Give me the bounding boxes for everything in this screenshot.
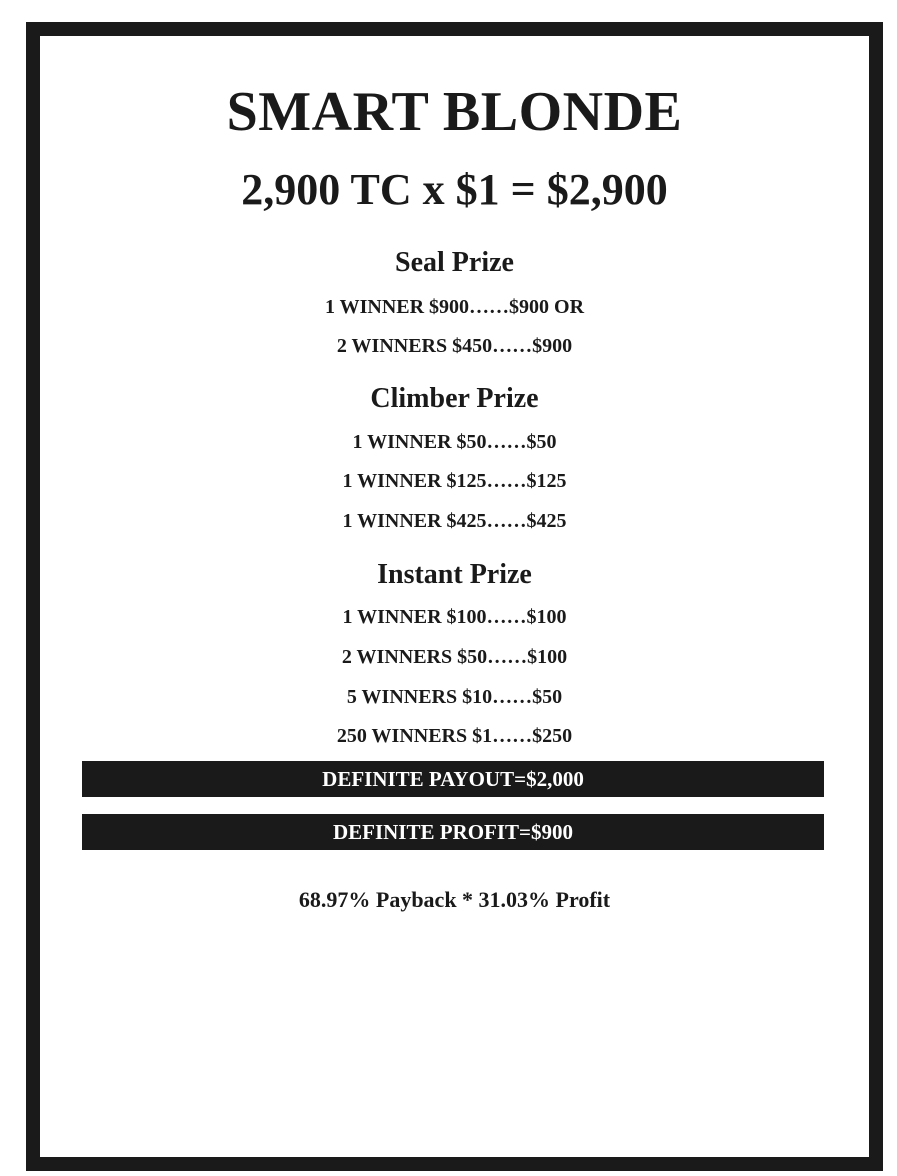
instant-prize-line: 5 WINNERS $10……$50 [346, 686, 563, 708]
climber-prize-line: 1 WINNER $425……$425 [342, 510, 567, 532]
seal-prize-heading: Seal Prize [395, 247, 514, 278]
instant-prize-line: 2 WINNERS $50……$100 [341, 646, 568, 668]
seal-prize-line: 1 WINNER $900……$900 OR [324, 296, 585, 318]
instant-prize-line: 1 WINNER $100……$100 [342, 606, 567, 628]
instant-prize-heading: Instant Prize [377, 559, 532, 590]
payback-profit-summary: 68.97% Payback * 31.03% Profit [298, 887, 611, 912]
document-frame [26, 22, 883, 1171]
climber-prize-line: 1 WINNER $50……$50 [352, 431, 557, 453]
seal-prize-line: 2 WINNERS $450……$900 [336, 335, 573, 357]
definite-profit-bar: DEFINITE PROFIT=$900 [82, 814, 824, 850]
climber-prize-line: 1 WINNER $125……$125 [342, 470, 567, 492]
climber-prize-heading: Climber Prize [370, 383, 539, 414]
page-title: SMART BLONDE [226, 81, 683, 143]
instant-prize-line: 250 WINNERS $1……$250 [336, 725, 573, 747]
page-subtitle: 2,900 TC x $1 = $2,900 [241, 165, 668, 214]
definite-payout-bar: DEFINITE PAYOUT=$2,000 [82, 761, 824, 797]
